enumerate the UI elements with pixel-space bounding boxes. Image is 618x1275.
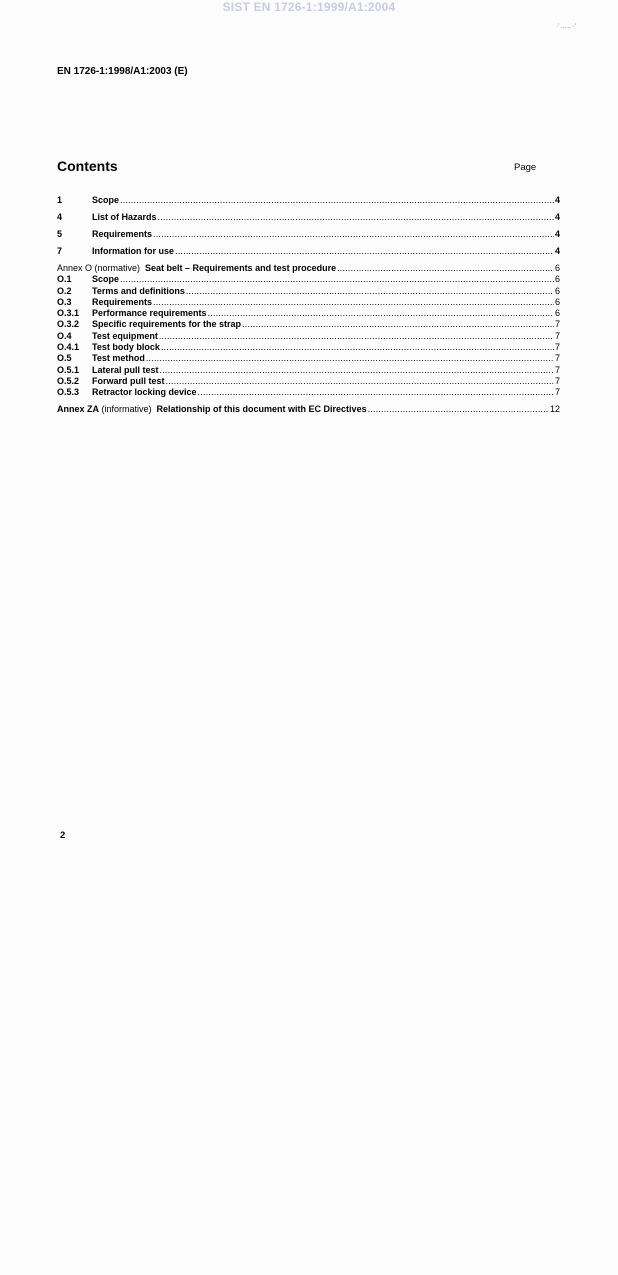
toc-number: 4 (57, 211, 63, 222)
toc-number: O.1 (57, 274, 72, 285)
leader-dots (175, 246, 554, 257)
document-id: EN 1726-1:1998/A1:2003 (E) (57, 66, 188, 77)
toc-entry[interactable] (57, 365, 560, 376)
leader-dots (153, 229, 554, 240)
toc-entry[interactable] (57, 376, 560, 387)
leader-dots (198, 387, 554, 398)
toc-entry[interactable] (57, 195, 560, 206)
toc-title: Performance requirements (92, 308, 207, 319)
toc-number: O.5.1 (57, 364, 80, 375)
leader-dots (160, 365, 554, 376)
toc-entry[interactable] (57, 308, 560, 319)
toc-page: 4 (554, 195, 560, 205)
toc-page: 7 (554, 387, 560, 398)
toc-entry[interactable] (57, 274, 560, 285)
toc-page: 7 (554, 375, 560, 386)
toc-number: O.4.1 (57, 342, 80, 353)
toc-number: O.5.3 (57, 387, 80, 398)
corner-mark: ·ʼ ...... ·ʼ (556, 24, 576, 30)
toc-number: O.3.2 (57, 319, 80, 330)
toc-number: O.3 (57, 296, 72, 307)
toc-page: 6 (554, 262, 560, 273)
toc-title: Information for use (92, 245, 175, 256)
leader-dots (166, 376, 554, 387)
toc-entry[interactable] (57, 319, 560, 330)
leader-dots (158, 212, 554, 223)
toc-number: O.2 (57, 285, 72, 296)
toc-page: 6 (554, 308, 560, 319)
toc-title: Forward pull test (92, 375, 165, 386)
toc-page: 7 (554, 353, 560, 364)
leader-dots (208, 308, 554, 319)
toc-page: 4 (554, 245, 560, 256)
toc-entry[interactable] (57, 229, 560, 240)
page-number: 2 (60, 830, 66, 841)
leader-dots (186, 286, 554, 297)
toc-annex-o[interactable] (57, 263, 560, 274)
toc-entry[interactable] (57, 297, 560, 308)
toc-entry[interactable] (57, 331, 560, 342)
toc-page: 4 (554, 211, 560, 222)
annex-o-title: Seat belt – Requirements and test procedure (145, 262, 337, 273)
annex-za-title: Relationship of this document with EC Directives (156, 403, 367, 414)
toc-title: Lateral pull test (92, 364, 159, 375)
toc-page: 6 (554, 274, 560, 285)
toc-number: O.5.2 (57, 375, 80, 386)
toc-title: Test method (92, 353, 145, 364)
annex-za-type: (informative) (101, 403, 152, 414)
toc-page: 7 (554, 319, 560, 330)
leader-dots (146, 353, 554, 364)
watermark: SIST EN 1726-1:1999/A1:2004 (222, 0, 396, 14)
toc-page: 4 (554, 228, 560, 239)
leader-dots (368, 404, 549, 415)
leader-dots (337, 263, 554, 274)
leader-dots (161, 342, 554, 353)
toc-number: O.3.1 (57, 308, 80, 319)
table-of-contents (57, 195, 560, 415)
toc-number: O.4 (57, 330, 72, 341)
toc-entry[interactable] (57, 246, 560, 257)
toc-title: Scope (92, 195, 120, 205)
toc-number: 1 (57, 195, 63, 205)
toc-annex-za[interactable] (57, 404, 560, 415)
toc-number: 5 (57, 228, 63, 239)
toc-title: Terms and definitions (92, 285, 185, 296)
page-column-heading: Page (514, 162, 537, 173)
toc-page: 6 (554, 296, 560, 307)
toc-title: Test equipment (92, 330, 158, 341)
leader-dots (120, 195, 554, 206)
toc-title: Retractor locking device (92, 387, 197, 398)
toc-title: Specific requirements for the strap (92, 319, 242, 330)
toc-page: 7 (554, 330, 560, 341)
toc-entry[interactable] (57, 286, 560, 297)
leader-dots (153, 297, 554, 308)
toc-title: Scope (92, 274, 120, 285)
toc-number: O.5 (57, 353, 72, 364)
toc-entry[interactable] (57, 342, 560, 353)
leader-dots (120, 274, 554, 285)
annex-za-label: Annex ZA (57, 403, 100, 414)
toc-title: Requirements (92, 296, 153, 307)
toc-page: 6 (554, 285, 560, 296)
leader-dots (242, 319, 554, 330)
toc-entry[interactable] (57, 212, 560, 223)
leader-dots (159, 331, 554, 342)
toc-number: 7 (57, 245, 63, 256)
toc-entry[interactable] (57, 353, 560, 364)
toc-page: 12 (549, 403, 560, 414)
toc-title: Requirements (92, 228, 153, 239)
toc-page: 7 (554, 342, 560, 353)
toc-title: Test body block (92, 342, 160, 353)
contents-title: Contents (57, 158, 118, 174)
annex-o-label: Annex O (normative) (57, 262, 141, 273)
toc-entry[interactable] (57, 387, 560, 398)
toc-page: 7 (554, 364, 560, 375)
toc-title: List of Hazards (92, 211, 157, 222)
